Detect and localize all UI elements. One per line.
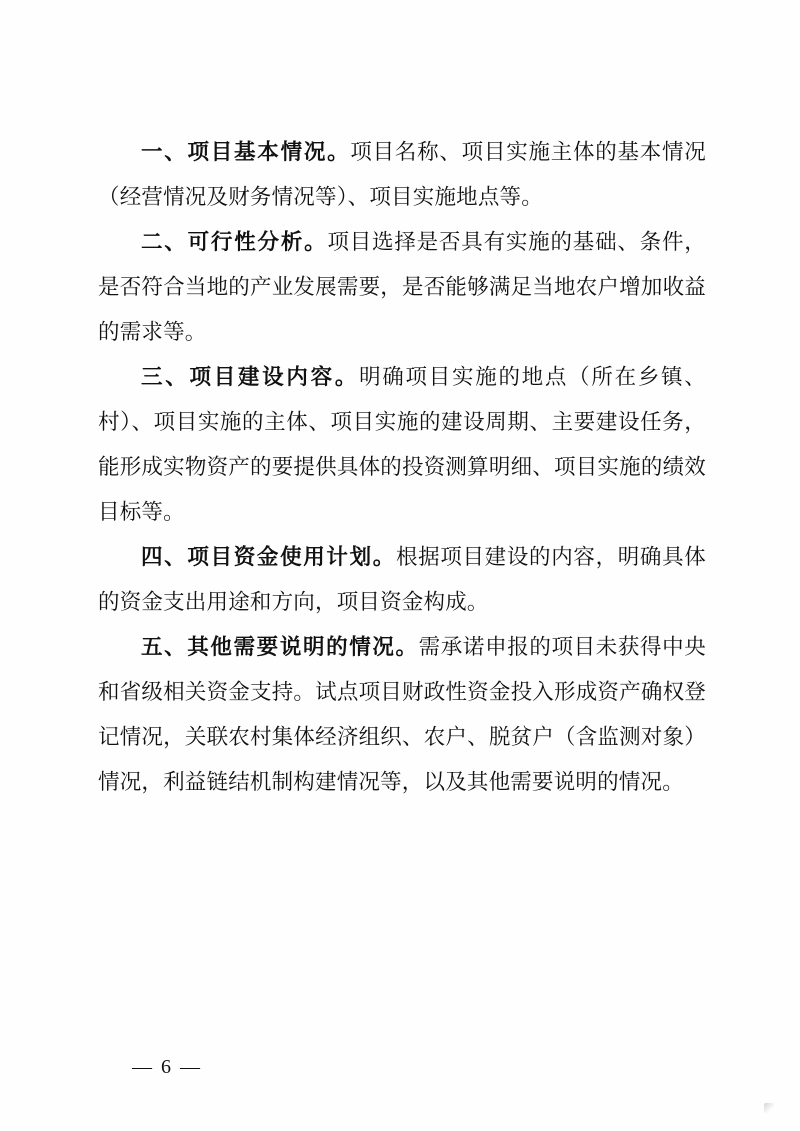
paragraph-3-text: 明确项目实施的地点（所在乡镇、村）、项目实施的主体、项目实施的建设周期、主要建设任务，能形成实物资产的要提供具体的投资测算明细、项目实施的绩效目标等。 xyxy=(98,365,706,524)
page-number: — 6 — xyxy=(132,1056,202,1078)
paragraph-5-text: 需承诺申报的项目未获得中央和省级相关资金支持。试点项目财政性资金投入形成资产确权登记情况，关联农村集体经济组织、农户、脱贫户（含监测对象）情况，利益链结机制构建情况等，以及其他需要说明的情况。 xyxy=(98,635,706,794)
paragraph-3-heading: 三、项目建设内容。 xyxy=(141,365,360,389)
paragraph-4-text: 根据项目建设的内容，明确具体的资金支出用途和方向，项目资金构成。 xyxy=(98,545,706,614)
paragraph-3 xyxy=(98,355,706,535)
paragraph-4 xyxy=(98,535,706,625)
page-footer xyxy=(0,1056,800,1079)
paragraph-4-heading: 四、项目资金使用计划。 xyxy=(141,545,396,569)
document-body xyxy=(98,130,706,805)
paragraph-1-heading: 一、项目基本情况。 xyxy=(141,140,351,164)
paragraph-1-text: 项目名称、项目实施主体的基本情况（经营情况及财务情况等）、项目实施地点等。 xyxy=(98,140,706,209)
scan-corner-artifact xyxy=(764,1103,774,1113)
paragraph-2-heading: 二、可行性分析。 xyxy=(141,230,328,254)
paragraph-5 xyxy=(98,625,706,805)
paragraph-1 xyxy=(98,130,706,220)
paragraph-2-text: 项目选择是否具有实施的基础、条件，是否符合当地的产业发展需要，是否能够满足当地农户增加收益的需求等。 xyxy=(98,230,706,344)
paragraph-2 xyxy=(98,220,706,355)
paragraph-5-heading: 五、其他需要说明的情况。 xyxy=(141,635,419,659)
